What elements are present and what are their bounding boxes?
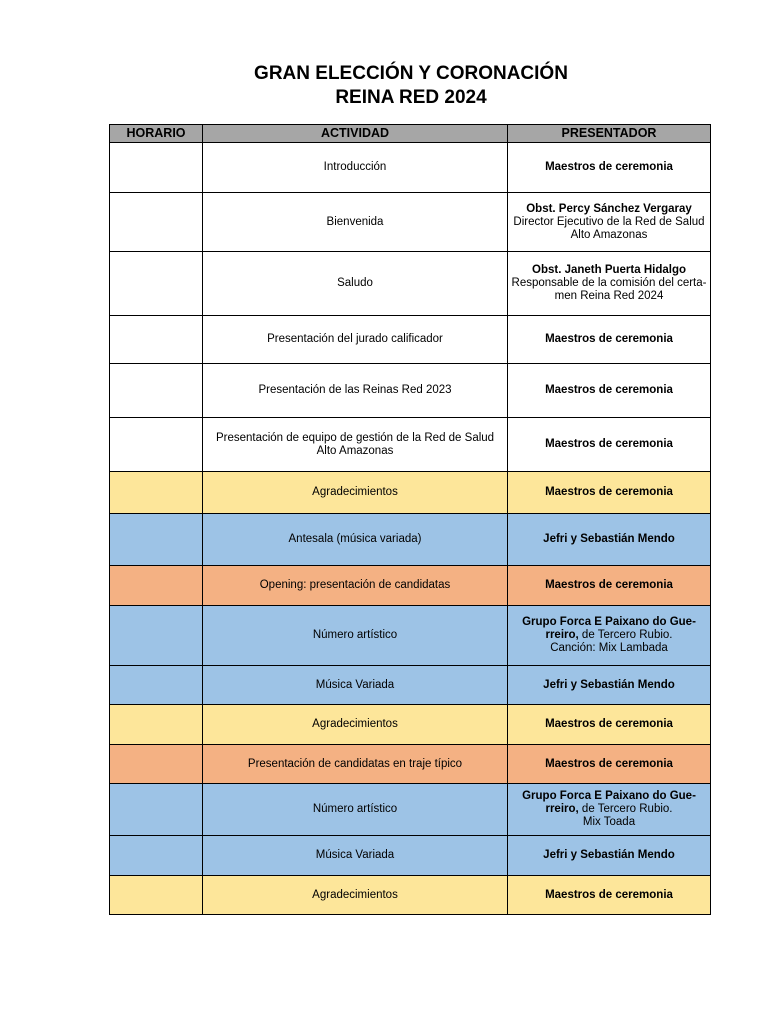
- cell-actividad: Bienvenida: [203, 193, 508, 252]
- cell-horario: [110, 143, 203, 193]
- cell-horario: [110, 472, 203, 514]
- cell-actividad: Introducción: [203, 143, 508, 193]
- presenter-role: Responsable de la comisión del certa-men Reina Red 2024: [511, 277, 707, 302]
- table-row: [110, 705, 711, 745]
- presenter-name: Jefri y Sebastián Mendo: [543, 849, 675, 861]
- header-presentador: PRESENTADOR: [508, 125, 711, 143]
- presenter-first-line: [510, 486, 708, 499]
- cell-presentador: [508, 784, 711, 836]
- cell-presentador: [508, 143, 711, 193]
- presenter-first-line: [510, 718, 708, 731]
- cell-horario: [110, 836, 203, 876]
- table-header-row: [110, 125, 711, 143]
- cell-actividad: Presentación de candidatas en traje típico: [203, 745, 508, 784]
- table-row: [110, 252, 711, 316]
- cell-presentador: [508, 876, 711, 915]
- cell-horario: [110, 705, 203, 745]
- table-row: [110, 418, 711, 472]
- cell-actividad: Presentación de las Reinas Red 2023: [203, 364, 508, 418]
- presenter-name: Maestros de ceremonia: [545, 718, 673, 730]
- presenter-name: Obst. Percy Sánchez Vergaray: [526, 202, 692, 215]
- presenter-name: Maestros de ceremonia: [545, 333, 673, 345]
- presenter-name: Grupo Forca E Paixano do Gue-rreiro,: [522, 616, 696, 641]
- cell-actividad: Opening: presentación de candidatas: [203, 566, 508, 606]
- title-line-1: GRAN ELECCIÓN Y CORONACIÓN: [254, 63, 568, 84]
- cell-presentador: [508, 606, 711, 666]
- presenter-role: Mix Toada: [582, 816, 636, 828]
- presenter-name: Maestros de ceremonia: [545, 486, 673, 498]
- cell-horario: [110, 252, 203, 316]
- presenter-name: Maestros de ceremonia: [545, 161, 673, 173]
- presenter-first-line: [510, 384, 708, 397]
- presenter-name: Maestros de ceremonia: [545, 888, 673, 901]
- presenter-role: Canción: Mix Lambada: [550, 642, 668, 654]
- table-row: [110, 472, 711, 514]
- cell-presentador: [508, 364, 711, 418]
- presenter-first-line: [510, 438, 708, 451]
- cell-horario: [110, 418, 203, 472]
- table-row: [110, 193, 711, 252]
- presenter-first-line: [510, 533, 708, 546]
- cell-presentador: [508, 252, 711, 316]
- presenter-first-line: [510, 333, 708, 346]
- presenter-role: Director Ejecutivo de la Red de Salud Alto Amazonas: [513, 215, 705, 241]
- presenter-detail: de Tercero Rubio.: [578, 629, 673, 641]
- table-row: [110, 566, 711, 606]
- schedule-body: [110, 143, 711, 915]
- presenter-first-line: [510, 758, 708, 771]
- presenter-name: Grupo Forca E Paixano do Gue-rreiro,: [522, 790, 696, 815]
- cell-horario: [110, 193, 203, 252]
- table-row: [110, 666, 711, 705]
- cell-horario: [110, 666, 203, 705]
- presenter-name: Jefri y Sebastián Mendo: [543, 678, 675, 691]
- table-row: [110, 364, 711, 418]
- table-row: [110, 143, 711, 193]
- cell-horario: [110, 364, 203, 418]
- cell-actividad: Música Variada: [203, 836, 508, 876]
- presenter-name: Maestros de ceremonia: [545, 384, 673, 396]
- table-row: [110, 836, 711, 876]
- cell-presentador: [508, 836, 711, 876]
- schedule-table: [109, 124, 711, 915]
- presenter-name: Jefri y Sebastián Mendo: [543, 533, 675, 545]
- cell-presentador: [508, 745, 711, 784]
- table-row: [110, 316, 711, 364]
- presenter-name: Maestros de ceremonia: [545, 579, 673, 591]
- presenter-first-line: [510, 849, 708, 862]
- presenter-first-line: [510, 790, 708, 816]
- cell-horario: [110, 784, 203, 836]
- cell-horario: [110, 606, 203, 666]
- presenter-name: Obst. Janeth Puerta Hidalgo: [532, 264, 686, 276]
- presenter-first-line: [510, 579, 708, 592]
- cell-horario: [110, 316, 203, 364]
- cell-presentador: [508, 472, 711, 514]
- title-line-2: REINA RED 2024: [335, 87, 487, 108]
- cell-actividad: Agradecimientos: [203, 876, 508, 915]
- cell-horario: [110, 745, 203, 784]
- table-row: [110, 514, 711, 566]
- table-row: [110, 606, 711, 666]
- cell-presentador: [508, 705, 711, 745]
- cell-actividad: Agradecimientos: [203, 472, 508, 514]
- header-actividad: ACTIVIDAD: [203, 125, 508, 143]
- cell-actividad: Número artístico: [203, 784, 508, 836]
- presenter-first-line: [510, 889, 708, 902]
- cell-actividad: Número artístico: [203, 606, 508, 666]
- cell-actividad: Presentación del jurado calificador: [203, 316, 508, 364]
- presenter-first-line: [510, 679, 708, 692]
- presenter-first-line: [510, 616, 708, 642]
- cell-presentador: [508, 418, 711, 472]
- cell-horario: [110, 876, 203, 915]
- presenter-first-line: [510, 161, 708, 174]
- cell-actividad: Música Variada: [203, 666, 508, 705]
- presenter-first-line: [510, 203, 708, 216]
- table-row: [110, 745, 711, 784]
- cell-actividad: Antesala (música variada): [203, 514, 508, 566]
- cell-presentador: [508, 514, 711, 566]
- cell-actividad: Saludo: [203, 252, 508, 316]
- cell-presentador: [508, 193, 711, 252]
- presenter-name: Maestros de ceremonia: [545, 757, 673, 770]
- cell-presentador: [508, 316, 711, 364]
- header-horario: HORARIO: [110, 125, 203, 143]
- presenter-first-line: [510, 264, 708, 277]
- table-row: [110, 784, 711, 836]
- cell-presentador: [508, 666, 711, 705]
- cell-presentador: [508, 566, 711, 606]
- cell-actividad: Agradecimientos: [203, 705, 508, 745]
- page-title: [0, 62, 768, 110]
- cell-horario: [110, 566, 203, 606]
- cell-actividad: Presentación de equipo de gestión de la Red de Salud Alto Amazonas: [203, 418, 508, 472]
- cell-horario: [110, 514, 203, 566]
- presenter-name: Maestros de ceremonia: [545, 438, 673, 450]
- table-row: [110, 876, 711, 915]
- presenter-detail: de Tercero Rubio.: [578, 803, 673, 815]
